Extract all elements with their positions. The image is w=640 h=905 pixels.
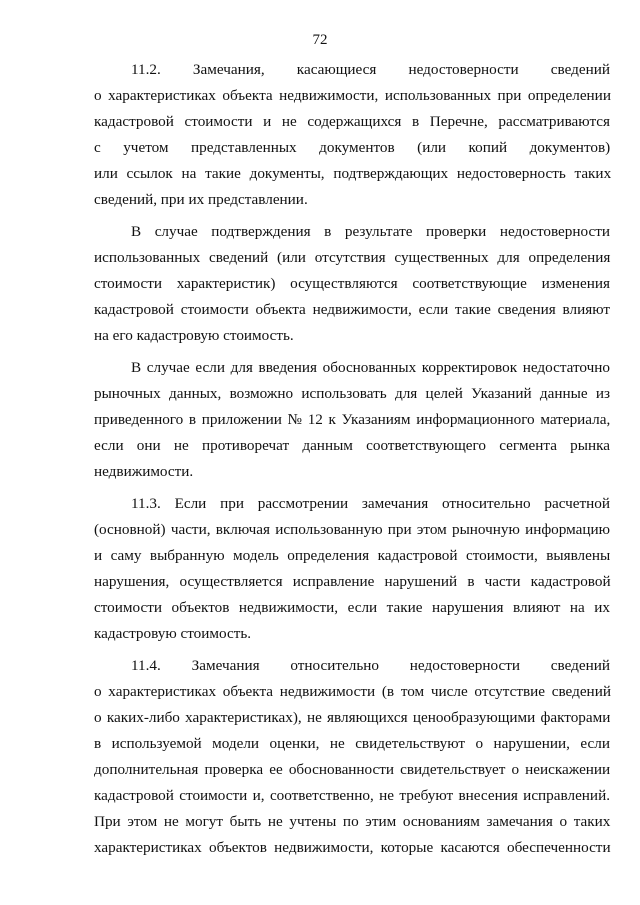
text-line: приведенного в приложении № 12 к Указаниям информационного материала, bbox=[94, 411, 611, 428]
text-line: о характеристиках объекта недвижимости, использованных при определении bbox=[94, 87, 611, 104]
text-line: В случае подтверждения в результате проверки недостоверности bbox=[131, 223, 610, 240]
page-number: 72 bbox=[312, 32, 328, 48]
text-line: кадастровой стоимости и не содержащихся в Перечне, рассматриваются bbox=[94, 113, 610, 130]
text-line: в используемой модели оценки, не свидетельствуют о нарушении, если bbox=[94, 735, 610, 752]
text-line: о каких-либо характеристиках), не являющихся ценообразующими факторами bbox=[94, 709, 611, 726]
text-line: кадастровую стоимость. bbox=[94, 625, 252, 642]
text-line: о характеристиках объекта недвижимости (в том числе отсутствие сведений bbox=[94, 683, 611, 700]
text-line: рыночных данных, возможно использовать для целей Указаний данные из bbox=[94, 385, 610, 402]
text-line: стоимости характеристик) осуществляются соответствующие изменения bbox=[94, 275, 610, 292]
document-body bbox=[94, 57, 610, 861]
text-line: стоимости объектов недвижимости, если такие нарушения влияют на их bbox=[94, 599, 610, 616]
text-line: сведений, при их представлении. bbox=[94, 191, 308, 208]
text-line: В случае если для введения обоснованных корректировок недостаточно bbox=[131, 359, 610, 376]
text-line: дополнительная проверка ее обоснованности свидетельствует о неискажении bbox=[94, 761, 611, 778]
text-line: на его кадастровую стоимость. bbox=[94, 327, 294, 344]
text-line: нарушения, осуществляется исправление нарушений в части кадастровой bbox=[94, 573, 611, 590]
text-line: (основной) части, включая использованную при этом рыночную информацию bbox=[94, 521, 610, 538]
text-line: При этом не могут быть не учтены по этим основаниям замечания о таких bbox=[94, 813, 611, 830]
text-line: характеристиках объектов недвижимости, которые касаются обеспеченности bbox=[94, 839, 611, 856]
text-line: кадастровой стоимости объекта недвижимости, если такие сведения влияют bbox=[94, 301, 610, 318]
text-line: недвижимости. bbox=[94, 463, 194, 480]
text-line: с учетом представленных документов (или копий документов) bbox=[94, 139, 611, 156]
text-line: 11.2. Замечания, касающиеся недостоверности сведений bbox=[131, 61, 610, 78]
text-line: кадастровой стоимости и, соответственно, не требуют внесения исправлений. bbox=[94, 787, 610, 804]
text-line: и саму выбранную модель определения кадастровой стоимости, выявлены bbox=[94, 547, 611, 564]
text-line: 11.4. Замечания относительно недостоверности сведений bbox=[131, 657, 610, 674]
text-line: использованных сведений (или отсутствия существенных для определения bbox=[94, 249, 611, 266]
text-line: если они не противоречат данным соответствующего сегмента рынка bbox=[94, 437, 610, 454]
text-line: 11.3. Если при рассмотрении замечания относительно расчетной bbox=[131, 495, 610, 512]
text-line: или ссылок на такие документы, подтверждающих недостоверность таких bbox=[94, 165, 612, 182]
